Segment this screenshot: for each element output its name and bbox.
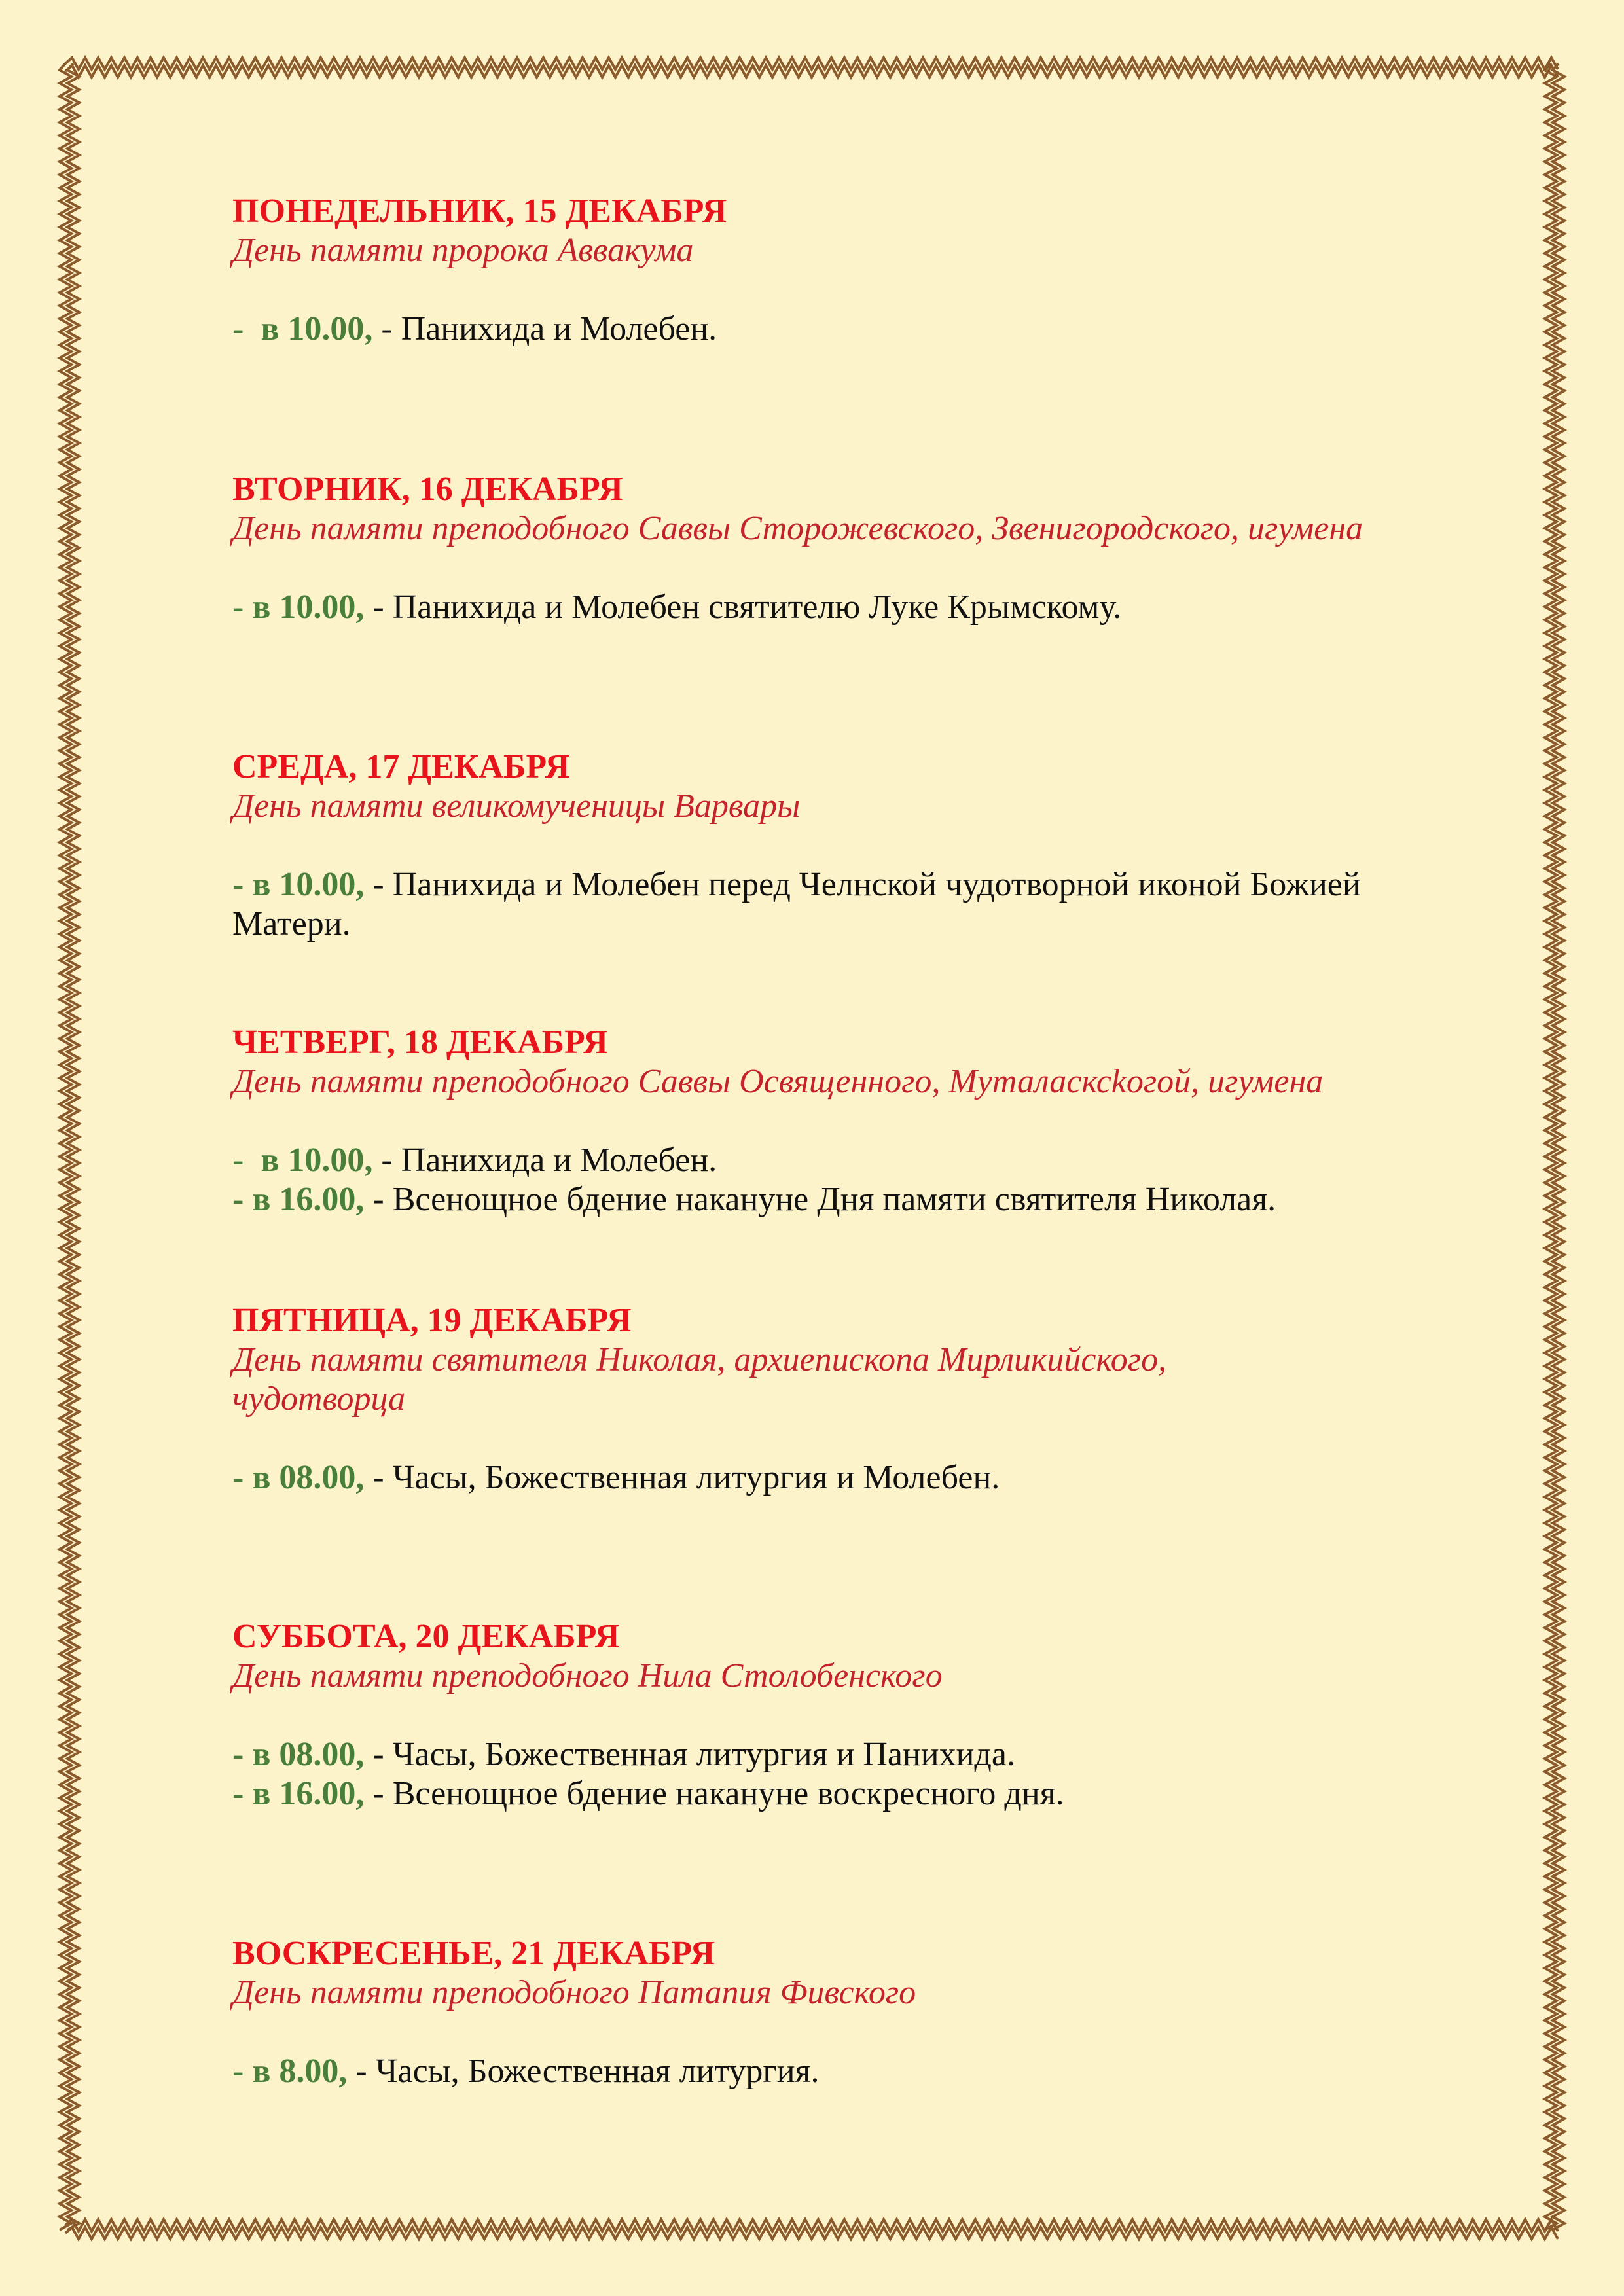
service-item: [232, 2052, 1515, 2091]
service-time: - в 08.00,: [232, 1459, 365, 1496]
services-list: [232, 1458, 1515, 1498]
services-list: [232, 1735, 1515, 1814]
services-list: [232, 588, 1515, 627]
service-item: [232, 1180, 1515, 1219]
day-heading: СУББОТА, 20 ДЕКАБРЯ: [232, 1618, 620, 1655]
service-description: - Всенощное бдение накануне Дня памяти святителя Николая.: [364, 1181, 1276, 1218]
service-time: - в 10.00,: [232, 588, 365, 626]
service-description: - Всенощное бдение накануне воскресного дня.: [364, 1775, 1064, 1812]
service-time: - в 16.00,: [232, 1181, 365, 1218]
service-description: - Панихида и Молебен перед Челнской чудотворной иконой Божией Матери.: [232, 866, 1361, 942]
service-item: [232, 588, 1515, 627]
day-sunday: [232, 1934, 1515, 2091]
day-subtitle: День памяти преподобного Саввы Освященного, Муталасксkогой, игумена: [232, 1063, 1324, 1100]
service-description: - Панихида и Молебен святителю Луке Крымскому.: [364, 588, 1122, 626]
services-list: [232, 1141, 1515, 1219]
day-wednesday: [232, 747, 1515, 944]
service-item: [232, 310, 1515, 349]
service-description: - Часы, Божественная литургия и Молебен.: [364, 1459, 1000, 1496]
service-item: [232, 1774, 1515, 1814]
services-list: [232, 310, 1515, 349]
day-subtitle: День памяти святителя Николая, архиепископа Мирликийского, чудотворца: [232, 1341, 1167, 1418]
day-tuesday: [232, 470, 1515, 627]
service-time: - в 08.00,: [232, 1736, 365, 1773]
day-heading: СРЕДА, 17 ДЕКАБРЯ: [232, 748, 570, 785]
day-subtitle: День памяти пророка Аввакума: [232, 232, 694, 269]
service-description: - Панихида и Молебен.: [372, 1141, 717, 1179]
service-item: [232, 865, 1411, 944]
day-saturday: [232, 1617, 1515, 1814]
day-subtitle: День памяти великомученицы Варвары: [232, 787, 801, 825]
service-time: - в 10.00,: [232, 866, 365, 903]
day-heading: ЧЕТВЕРГ, 18 ДЕКАБРЯ: [232, 1024, 608, 1061]
day-heading: ВТОРНИК, 16 ДЕКАБРЯ: [232, 471, 623, 508]
services-list: [232, 865, 1411, 944]
service-description: - Панихида и Молебен.: [372, 310, 717, 348]
service-time: - в 10.00,: [232, 310, 373, 348]
day-heading: ВОСКРЕСЕНЬЕ, 21 ДЕКАБРЯ: [232, 1935, 715, 1972]
day-subtitle: День памяти преподобного Патапия Фивского: [232, 1974, 916, 2011]
day-subtitle: День памяти преподобного Саввы Сторожевского, Звенигородского, игумена: [232, 510, 1363, 547]
service-time: - в 8.00,: [232, 2053, 348, 2090]
day-monday: [232, 192, 1515, 349]
day-heading: ПЯТНИЦА, 19 ДЕКАБРЯ: [232, 1302, 632, 1339]
day-friday: [232, 1301, 1515, 1498]
day-heading: ПОНЕДЕЛЬНИК, 15 ДЕКАБРЯ: [232, 192, 727, 230]
day-subtitle: День памяти преподобного Нила Столобенского: [232, 1657, 943, 1695]
service-description: - Часы, Божественная литургия и Панихида.: [364, 1736, 1015, 1773]
service-time: - в 10.00,: [232, 1141, 373, 1179]
service-item: [232, 1735, 1515, 1774]
services-list: [232, 2052, 1515, 2091]
service-description: - Часы, Божественная литургия.: [347, 2053, 820, 2090]
day-thursday: [232, 1023, 1515, 1219]
service-item: [232, 1458, 1515, 1498]
service-item: [232, 1141, 1515, 1180]
service-time: - в 16.00,: [232, 1775, 365, 1812]
